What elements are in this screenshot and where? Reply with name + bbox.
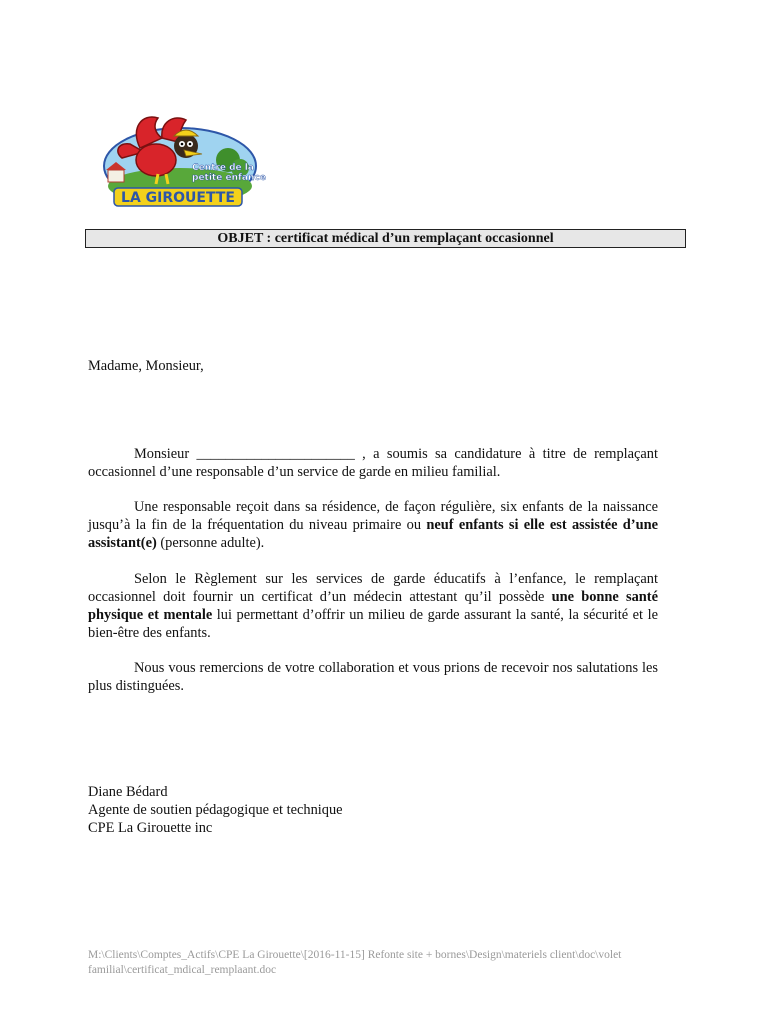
paragraph-regulation-text: Selon le Règlement sur les services de garde éducatifs à l’enfance, le remplaçant occasionnel doit fournir un certificat d’un médecin attestant qu’il possède <box>88 571 658 605</box>
subject-heading: OBJET : certificat médical d’un remplaçant occasionnel <box>85 229 686 248</box>
signature-name: Diane Bédard <box>88 784 168 800</box>
greeting: Madame, Monsieur, <box>88 358 204 374</box>
logo-line-1: Centre de la <box>192 163 254 173</box>
paragraph-regulation-bold: une bonne santé physique et mentale <box>88 589 658 623</box>
paragraph-children-text: Une responsable reçoit dans sa résidence, de façon régulière, six enfants de la naissance jusqu’à la fin de la fréquentation du niveau primaire ou <box>88 499 658 533</box>
logo-line-2: petite enfance <box>192 173 266 183</box>
paragraph-regulation <box>88 570 658 642</box>
la-girouette-logo <box>100 108 266 210</box>
file-path-footer: M:\Clients\Comptes_Actifs\CPE La Girouette\[2016-11-15] Refonte site + bornes\Design\materiels client\doc\volet familial\certificat_mdical_remplaant.doc <box>88 949 622 976</box>
paragraph-candidate <box>88 445 658 481</box>
paragraph-children-end: (personne adulte). <box>156 535 265 551</box>
paragraph-closing <box>88 659 658 695</box>
logo-name: LA GIROUETTE <box>121 190 235 206</box>
paragraph-candidate-text: Monsieur ______________________ , a soumis sa candidature à titre de remplaçant occasionnel d’une responsable d’un service de garde en milieu familial. <box>88 446 658 480</box>
paragraph-closing-text: Nous vous remercions de votre collaboration et vous prions de recevoir nos salutations les plus distinguées. <box>88 660 658 694</box>
paragraph-children-bold: neuf enfants si elle est assistée d’une assistant(e) <box>88 517 658 551</box>
signature-organization: CPE La Girouette inc <box>88 820 213 836</box>
signature-title: Agente de soutien pédagogique et technique <box>88 802 343 818</box>
paragraph-regulation-end: lui permettant d’offrir un milieu de garde assurant la santé, la sécurité et le bien-être des enfants. <box>88 607 658 641</box>
signature-block <box>88 783 658 837</box>
paragraph-children-count <box>88 498 658 552</box>
